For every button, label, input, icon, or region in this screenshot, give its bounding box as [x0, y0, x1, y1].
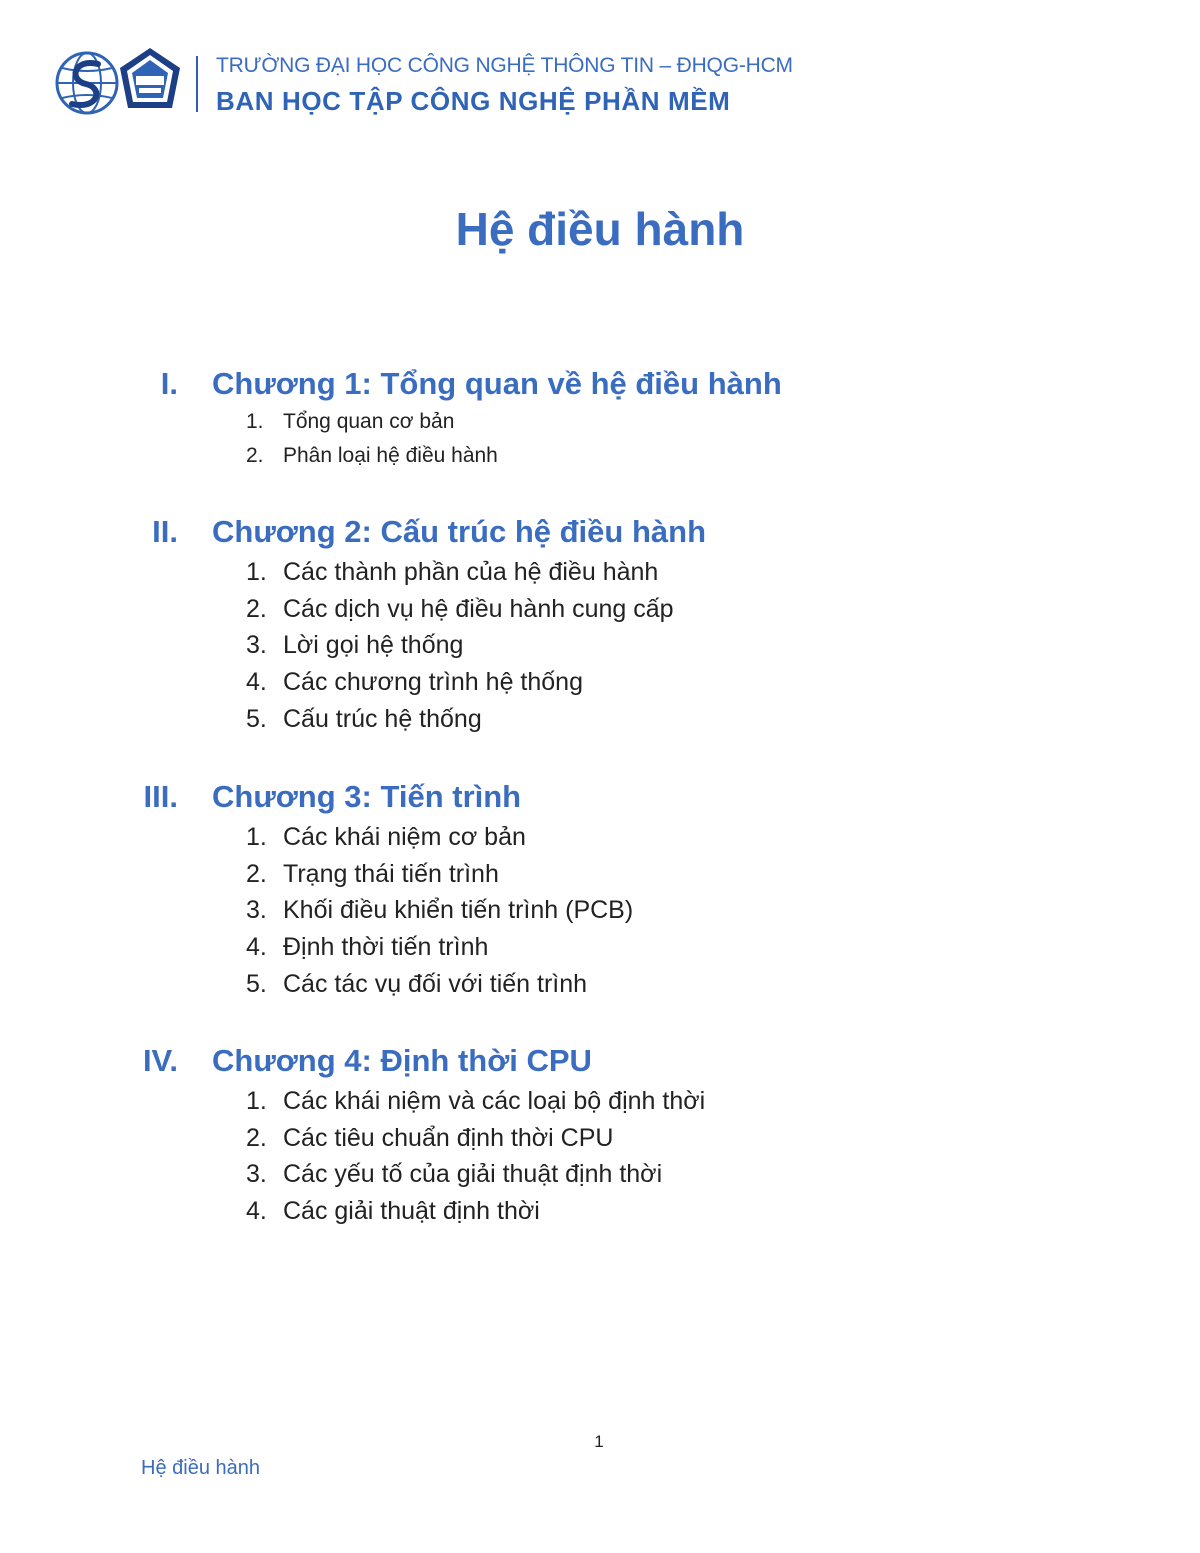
list-item [0, 933, 1200, 970]
item-text: Các dịch vụ hệ điều hành cung cấp [283, 594, 674, 623]
chapter-2 [0, 514, 1200, 741]
chapter-heading [0, 366, 1200, 410]
item-text: Các tiêu chuẩn định thời CPU [283, 1123, 614, 1152]
item-number: 1. [246, 1087, 267, 1115]
item-text: Các khái niệm cơ bản [283, 823, 526, 851]
item-number: 3. [246, 896, 267, 925]
list-item [0, 823, 1200, 860]
item-number: 2. [246, 1123, 267, 1152]
page-header [54, 44, 814, 124]
item-number: 1. [246, 410, 264, 433]
item-text: Các thành phần của hệ điều hành [283, 558, 659, 586]
topic-list [0, 558, 1200, 741]
item-number: 4. [246, 933, 267, 962]
item-text: Cấu trúc hệ thống [283, 704, 482, 733]
list-item [0, 410, 1200, 444]
organization-name: BAN HỌC TẬP CÔNG NGHỆ PHẦN MỀM [216, 86, 731, 116]
chapter-title: Chương 2: Cấu trúc hệ điều hành [212, 514, 707, 549]
list-item [0, 444, 1200, 478]
chapter-title: Chương 1: Tổng quan về hệ điều hành [212, 366, 782, 401]
list-item [0, 1160, 1200, 1197]
item-number: 5. [246, 704, 267, 733]
item-text: Định thời tiến trình [283, 933, 489, 962]
chapter-title: Chương 3: Tiến trình [212, 779, 522, 814]
list-item [0, 668, 1200, 705]
chapter-heading [0, 514, 1200, 558]
footer-title: Hệ điều hành [141, 1457, 260, 1479]
list-item [0, 1197, 1200, 1234]
item-text: Tổng quan cơ bản [283, 410, 455, 433]
header-divider [196, 56, 198, 112]
school-name: TRƯỜNG ĐẠI HỌC CÔNG NGHỆ THÔNG TIN – ĐHQG-HCM [216, 54, 793, 77]
item-number: 4. [246, 1197, 267, 1226]
uit-logo-icon [54, 50, 120, 116]
page-number: 1 [594, 1432, 604, 1451]
chapter-heading [0, 779, 1200, 823]
list-item [0, 705, 1200, 742]
chapter-3 [0, 779, 1200, 1006]
list-item [0, 896, 1200, 933]
item-number: 5. [246, 969, 267, 998]
item-number: 1. [246, 823, 267, 851]
chapter-title: Chương 4: Định thời CPU [212, 1043, 592, 1078]
list-item [0, 631, 1200, 668]
item-text: Các tác vụ đối với tiến trình [283, 969, 588, 998]
topic-list [0, 1087, 1200, 1234]
chapter-number: IV. [142, 1043, 178, 1078]
topic-list [0, 410, 1200, 478]
item-text: Các khái niệm và các loại bộ định thời [283, 1087, 706, 1115]
item-number: 3. [246, 631, 267, 660]
item-number: 1. [246, 558, 267, 586]
chapter-1 [0, 366, 1200, 478]
topic-list [0, 823, 1200, 1006]
document-title: Hệ điều hành [455, 203, 745, 255]
item-text: Các giải thuật định thời [283, 1197, 540, 1226]
list-item [0, 595, 1200, 632]
item-number: 2. [246, 444, 264, 467]
item-number: 2. [246, 594, 267, 623]
chapter-number: II. [152, 514, 178, 549]
chapter-number: III. [143, 779, 178, 814]
item-number: 4. [246, 668, 267, 697]
item-number: 3. [246, 1160, 267, 1189]
list-item [0, 1124, 1200, 1161]
list-item [0, 558, 1200, 595]
item-text: Trạng thái tiến trình [283, 859, 499, 888]
list-item [0, 970, 1200, 1007]
item-text: Lời gọi hệ thống [283, 631, 464, 660]
item-number: 2. [246, 859, 267, 888]
chapter-4 [0, 1043, 1200, 1234]
list-item [0, 1087, 1200, 1124]
chapter-heading [0, 1043, 1200, 1087]
item-text: Khối điều khiển tiến trình (PCB) [283, 896, 634, 925]
item-text: Các yếu tố của giải thuật định thời [283, 1160, 663, 1189]
chapter-number: I. [160, 366, 178, 401]
item-text: Phân loại hệ điều hành [283, 444, 498, 467]
list-item [0, 860, 1200, 897]
bht-cnpm-logo-icon [118, 46, 182, 112]
item-text: Các chương trình hệ thống [283, 668, 583, 697]
